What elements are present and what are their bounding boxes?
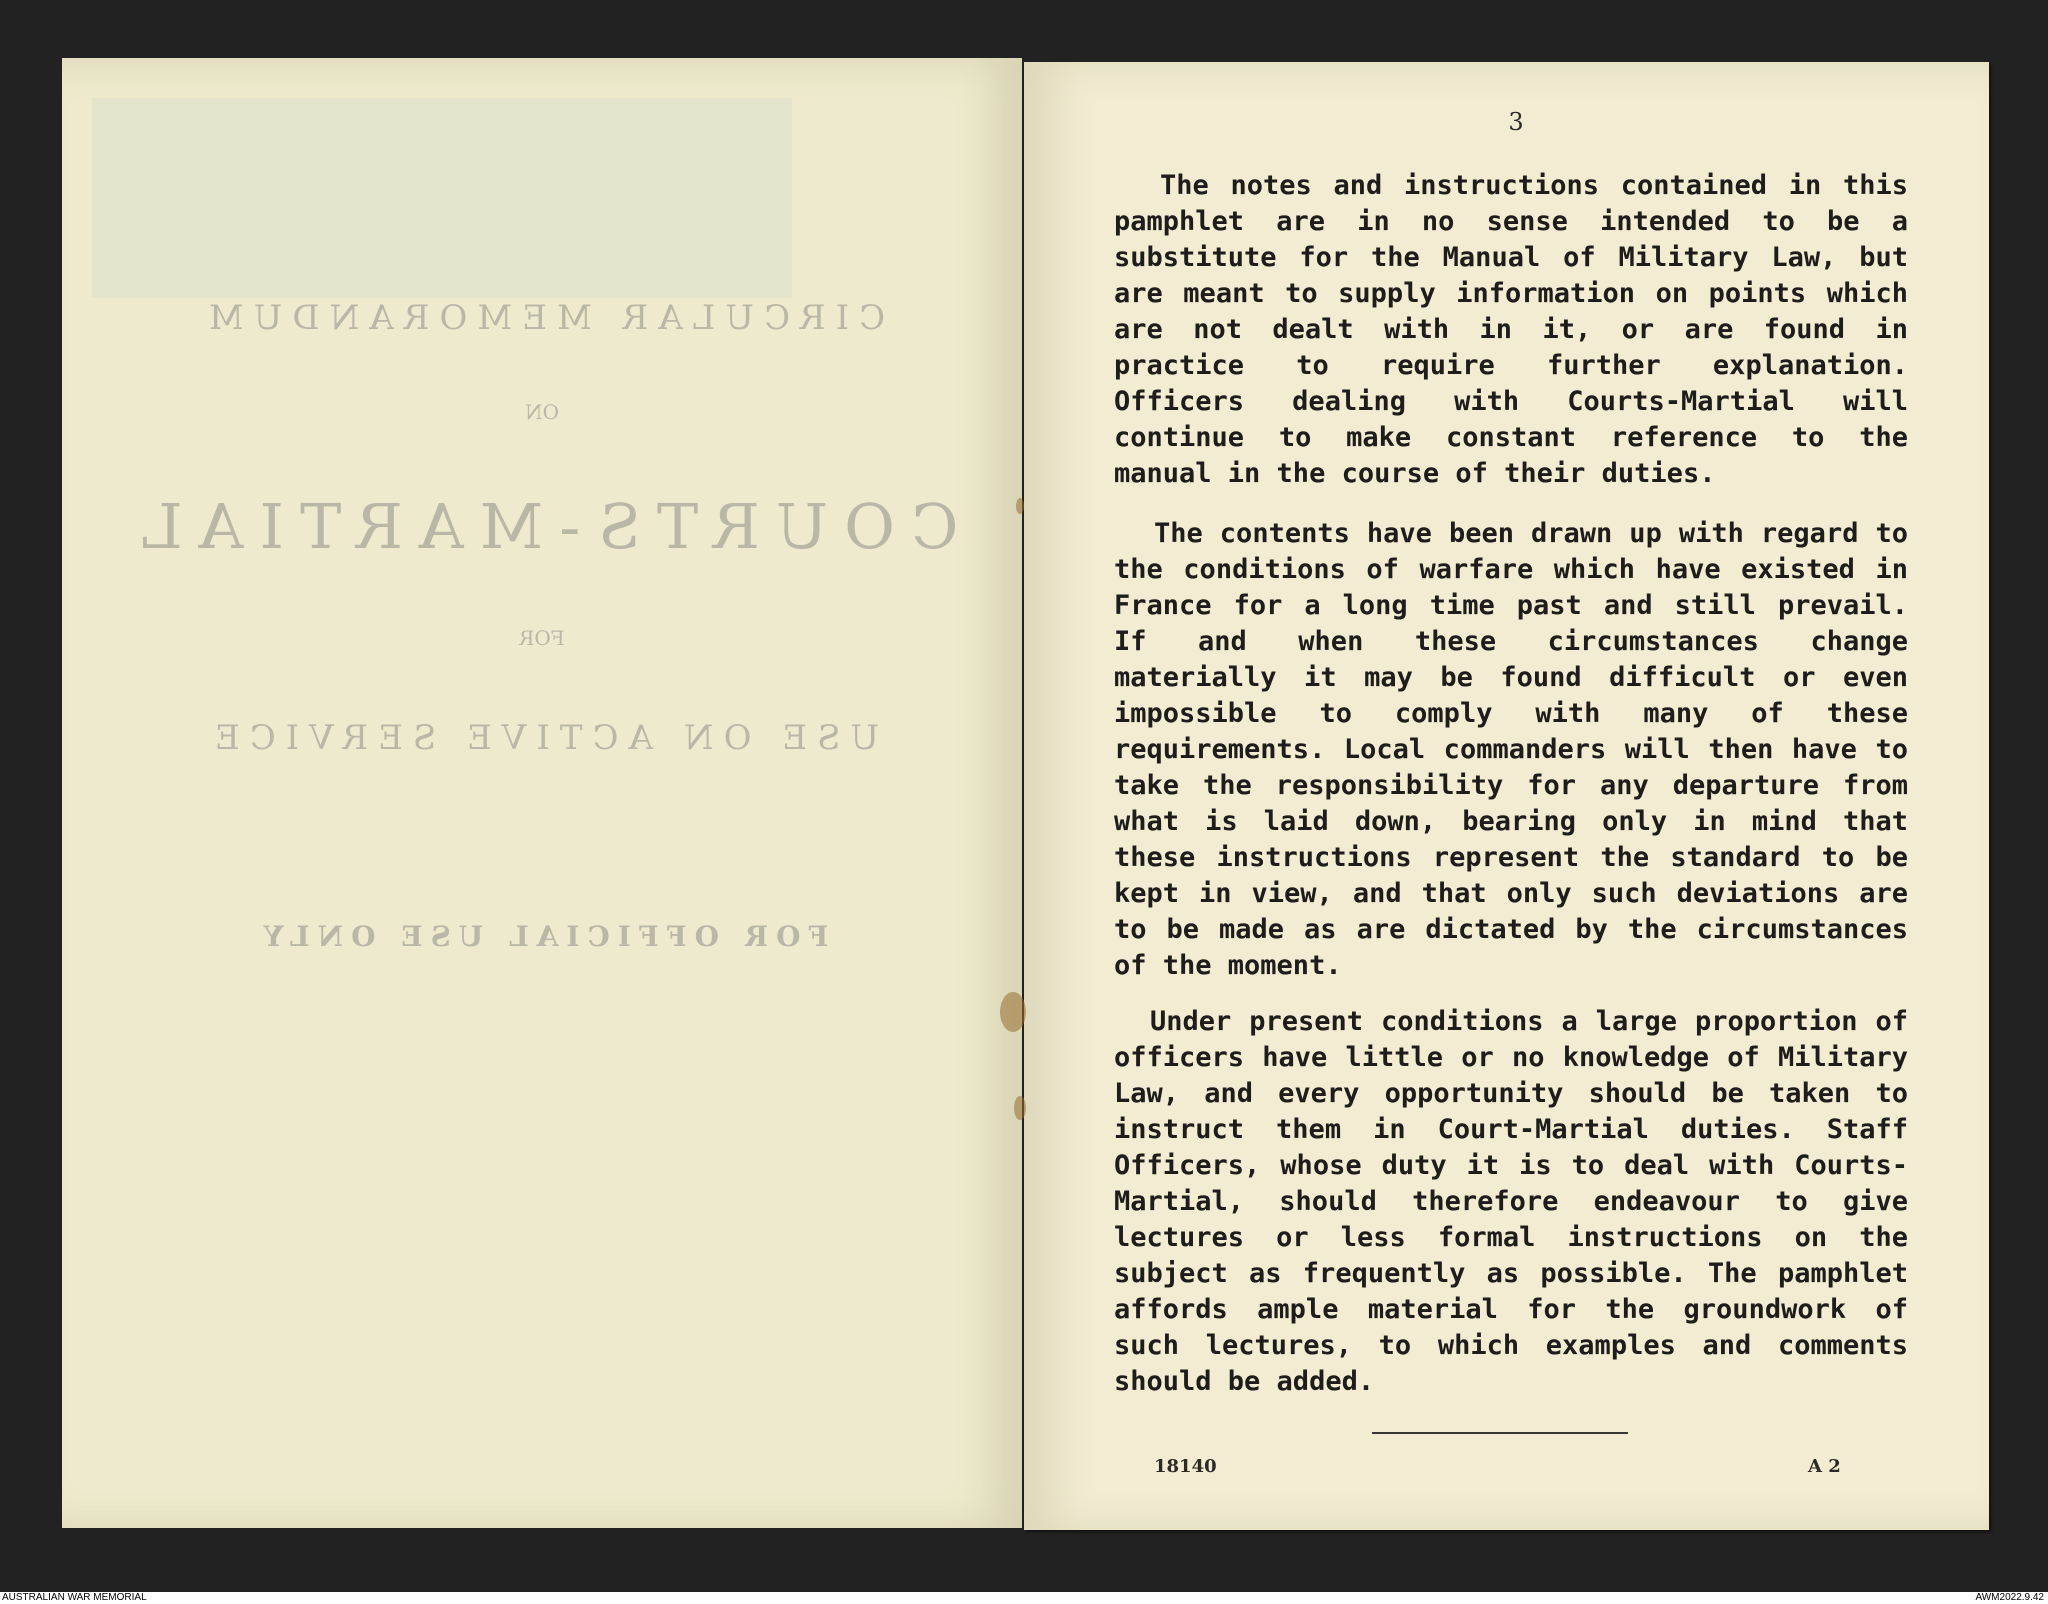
footer-rule [1372, 1432, 1628, 1434]
paragraph-1: The notes and instructions contained in this pamphlet are in no sense intended to be a substitute for the Manual of Military Law, but are meant to supply information on points which are not dealt with in it, or are found in practice to require further explanation. Officers dealing with Courts-Martial will continue to make constant reference to the manual in the course of their duties. [1114, 170, 1908, 489]
spine-stain [1000, 992, 1026, 1032]
print-number: 18140 [1154, 1456, 1217, 1477]
show-through-line: ON [525, 400, 559, 424]
institution-caption: AUSTRALIAN WAR MEMORIAL [2, 1592, 147, 1603]
spine-stain [1014, 1096, 1026, 1120]
paper-stain [92, 98, 792, 298]
left-page-show-through [62, 58, 1022, 1528]
accession-number: AWM2022.9.42 [1975, 1592, 2044, 1603]
paragraph-3: Under present conditions a large proportion of officers have little or no knowledge of Military Law, and every opportunity should be taken to instruct them in Court-Martial duties. Staff Officers, whose duty it is to deal with Courts-Martial, should therefore endeavour to give lectures or less formal instructions on the subject as frequently as possible. The pamphlet affords ample material for the groundwork of such lectures, to which examples and comments should be added. [1114, 1006, 1908, 1397]
paragraph-2: The contents have been drawn up with regard to the conditions of warfare which have existed in France for a long time past and still prevail. If and when these circumstances change materially it may be found difficult or even impossible to comply with many of these requirements. Local commanders will then have to take the responsibility for any departure from what is laid down, bearing only in mind that these instructions represent the standard to be kept in view, and that only such deviations are to be made as are dictated by the circumstances of the moment. [1114, 518, 1908, 981]
show-through-line: CIRCULAR MEMORANDUM [198, 298, 886, 338]
caption-bar [0, 1592, 2048, 1604]
spine-stain [1016, 498, 1024, 514]
page-number: 3 [1508, 108, 1524, 136]
show-through-line: FOR [519, 626, 565, 650]
show-through-line: FOR OFFICIAL USE ONLY [255, 920, 829, 953]
signature-mark: A 2 [1808, 1456, 1841, 1477]
show-through-line: COURTS-MARTIAL [125, 490, 959, 563]
show-through-line: USE ON ACTIVE SERVICE [204, 718, 880, 758]
